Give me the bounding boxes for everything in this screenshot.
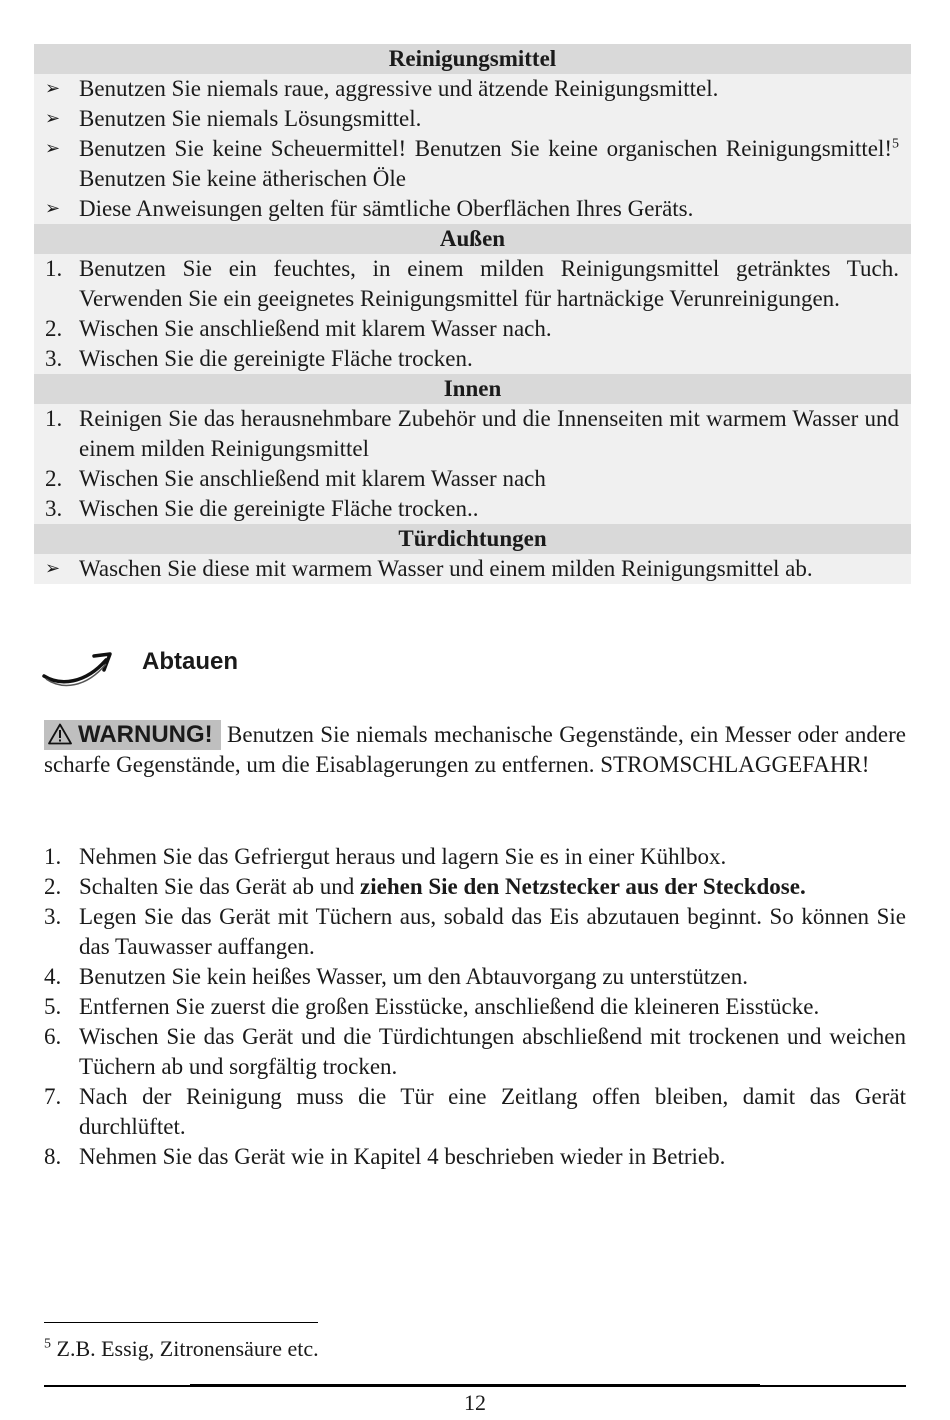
list-item-text: Nehmen Sie das Gerät wie in Kapitel 4 beschrieben wieder in Betrieb.: [79, 1144, 726, 1169]
bullet-arrow-icon: ➢: [45, 558, 61, 579]
list-item: [34, 344, 911, 374]
list-number: 6.: [44, 1024, 62, 1049]
warning-paragraph: [44, 720, 906, 780]
page-number: 12: [464, 1390, 486, 1415]
list-item-text: Nach der Reinigung muss die Tür eine Zeitlang offen bleiben, damit das Gerät durchlüftet.: [79, 1084, 906, 1139]
list-item-text: Wischen Sie anschließend mit klarem Wasser nach: [79, 466, 546, 491]
list-number: 2.: [44, 874, 62, 899]
list-item: [44, 842, 906, 872]
list-item: [34, 134, 911, 194]
footnote-reference: 5: [892, 136, 899, 152]
list-item: [34, 494, 911, 524]
warning-label: WARNUNG!: [78, 721, 213, 748]
list-item-text: Wischen Sie die gereinigte Fläche trocken..: [79, 496, 479, 521]
cleaning-table: [34, 44, 911, 584]
list-item-text: Waschen Sie diese mit warmem Wasser und einem milden Reinigungsmittel ab.: [79, 556, 813, 581]
list-item-text: Wischen Sie die gereinigte Fläche trocken.: [79, 346, 473, 371]
list-item-text: Schalten Sie das Gerät ab und: [79, 874, 361, 899]
table-heading-inside: Innen: [34, 374, 911, 404]
list-number: 4.: [44, 964, 62, 989]
warning-triangle-icon: [48, 723, 72, 745]
list-item-text: Reinigen Sie das herausnehmbare Zubehör und die Innenseiten mit warmem Wasser und einem milden Reinigungsmittel: [79, 406, 899, 461]
list-item-text: Entfernen Sie zuerst die großen Eisstücke, anschließend die kleineren Eisstücke.: [79, 994, 820, 1019]
list-item-text: Legen Sie das Gerät mit Tüchern aus, sobald das Eis abzutauen beginnt. So können Sie das Tauwasser auffangen.: [79, 904, 906, 959]
bullet-arrow-icon: ➢: [45, 138, 61, 159]
bullet-arrow-icon: ➢: [45, 198, 61, 219]
bullet-arrow-icon: ➢: [45, 78, 61, 99]
list-number: 2.: [45, 316, 63, 341]
table-heading-outside: Außen: [34, 224, 911, 254]
list-item: [44, 1082, 906, 1142]
footer-divider-accent: [190, 1384, 760, 1387]
list-number: 5.: [44, 994, 62, 1019]
list-item-text: Benutzen Sie niemals raue, aggressive und ätzende Reinigungsmittel.: [79, 76, 719, 101]
list-item-text-tail: Benutzen Sie keine ätherischen Öle: [79, 166, 406, 191]
list-item: [34, 314, 911, 344]
list-item: [44, 992, 906, 1022]
list-number: 1.: [44, 844, 62, 869]
list-item: [34, 254, 911, 314]
list-item: [34, 194, 911, 224]
list-item: [34, 554, 911, 584]
list-item-text: Benutzen Sie niemals Lösungsmittel.: [79, 106, 422, 131]
list-number: 1.: [45, 406, 63, 431]
section-heading-defrost: Abtauen: [142, 648, 238, 675]
footnote: [44, 1334, 319, 1364]
list-item: [34, 104, 911, 134]
table-heading-door-seals: Türdichtungen: [34, 524, 911, 554]
list-item-text: Wischen Sie anschließend mit klarem Wasser nach.: [79, 316, 552, 341]
list-item-text: Benutzen Sie ein feuchtes, in einem milden Reinigungsmittel getränktes Tuch. Verwenden Sie ein geeignetes Reinigungsmittel für hartnäckige Verunreinigungen.: [79, 256, 899, 311]
list-item-text: Benutzen Sie keine Scheuermittel! Benutzen Sie keine organischen Reinigungsmittel!: [79, 136, 892, 161]
list-number: 3.: [45, 496, 63, 521]
warning-text: Benutzen Sie niemals mechanische Gegenstände, ein Messer oder andere scharfe Gegenstände, um die Eisablagerungen zu entfernen. STROMSCHLAGGEFAHR!: [44, 722, 906, 777]
list-item: [34, 464, 911, 494]
footnote-mark: 5: [44, 1336, 51, 1352]
list-item-text: Benutzen Sie kein heißes Wasser, um den Abtauvorgang zu unterstützen.: [79, 964, 748, 989]
list-item: [34, 74, 911, 104]
list-item-bold-text: ziehen Sie den Netzstecker aus der Steckdose.: [360, 874, 806, 899]
bullet-arrow-icon: ➢: [45, 108, 61, 129]
list-number: 7.: [44, 1084, 62, 1109]
list-number: 3.: [44, 904, 62, 929]
list-number: 3.: [45, 346, 63, 371]
list-item-text: Wischen Sie das Gerät und die Türdichtungen abschließend mit trockenen und weichen Tüchern ab und sorgfältig trocken.: [79, 1024, 906, 1079]
table-heading-cleaning-agents: Reinigungsmittel: [34, 44, 911, 74]
list-item: [34, 404, 911, 464]
list-item: [44, 902, 906, 962]
list-item: [44, 1142, 906, 1172]
list-item: [44, 872, 906, 902]
list-item-text: Nehmen Sie das Gefriergut heraus und lagern Sie es in einer Kühlbox.: [79, 844, 727, 869]
footnote-divider: [44, 1322, 318, 1323]
warning-badge: [44, 720, 221, 750]
defrost-steps-list: [44, 842, 906, 1172]
list-number: 2.: [45, 466, 63, 491]
curved-arrow-icon: [40, 646, 118, 692]
footnote-text: Z.B. Essig, Zitronensäure etc.: [51, 1336, 319, 1361]
list-item: [44, 1022, 906, 1082]
list-item: [44, 962, 906, 992]
list-number: 8.: [44, 1144, 62, 1169]
list-number: 1.: [45, 256, 63, 281]
list-item-text: Diese Anweisungen gelten für sämtliche Oberflächen Ihres Geräts.: [79, 196, 694, 221]
